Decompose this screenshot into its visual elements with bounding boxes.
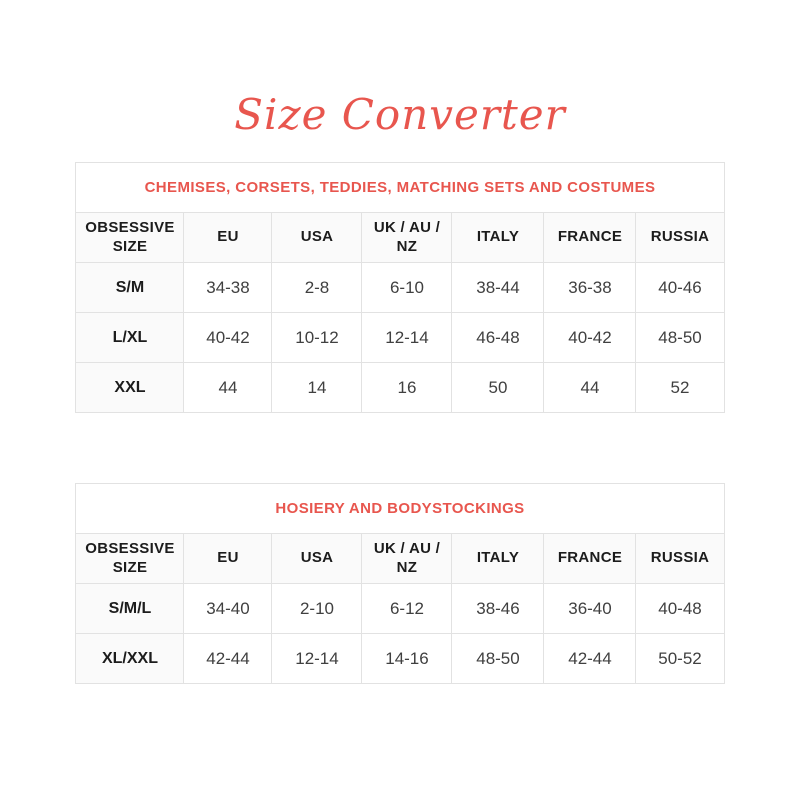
table-row	[76, 634, 724, 684]
table-cell: 50	[452, 363, 544, 413]
row-label: S/M	[76, 263, 184, 313]
table-cell: 52	[636, 363, 724, 413]
table-cell: 36-40	[544, 584, 636, 634]
row-label: L/XL	[76, 313, 184, 363]
table-cell: 46-48	[452, 313, 544, 363]
column-header-eu: EU	[184, 213, 272, 263]
column-header-russia: RUSSIA	[636, 213, 724, 263]
table-cell: 14-16	[362, 634, 452, 684]
table-caption-row	[76, 163, 724, 213]
table-caption-chemises: CHEMISES, CORSETS, TEDDIES, MATCHING SETS AND COSTUMES	[76, 163, 724, 213]
table-cell: 6-12	[362, 584, 452, 634]
table-cell: 40-48	[636, 584, 724, 634]
table-cell: 34-40	[184, 584, 272, 634]
size-table-chemises	[75, 162, 724, 413]
table-cell: 40-42	[544, 313, 636, 363]
table-caption-row	[76, 484, 724, 534]
table-row	[76, 584, 724, 634]
table-cell: 12-14	[272, 634, 362, 684]
table-cell: 44	[544, 363, 636, 413]
column-header-obsessive-size: OBSESSIVE SIZE	[76, 213, 184, 263]
table-row	[76, 313, 724, 363]
column-header-italy: ITALY	[452, 534, 544, 584]
table-cell: 16	[362, 363, 452, 413]
table-row	[76, 363, 724, 413]
table-cell: 34-38	[184, 263, 272, 313]
table-row	[76, 263, 724, 313]
table-cell: 48-50	[452, 634, 544, 684]
table-cell: 38-46	[452, 584, 544, 634]
column-header-france: FRANCE	[544, 534, 636, 584]
column-header-uk-au-nz: UK / AU / NZ	[362, 213, 452, 263]
table-cell: 42-44	[184, 634, 272, 684]
table-cell: 38-44	[452, 263, 544, 313]
table-header-row	[76, 213, 724, 263]
table-cell: 42-44	[544, 634, 636, 684]
table-cell: 2-10	[272, 584, 362, 634]
table-header-row	[76, 534, 724, 584]
table-cell: 40-46	[636, 263, 724, 313]
table-cell: 10-12	[272, 313, 362, 363]
table-cell: 50-52	[636, 634, 724, 684]
table-caption-hosiery: HOSIERY AND BODYSTOCKINGS	[76, 484, 724, 534]
table-cell: 2-8	[272, 263, 362, 313]
table-cell: 48-50	[636, 313, 724, 363]
table-cell: 36-38	[544, 263, 636, 313]
column-header-italy: ITALY	[452, 213, 544, 263]
column-header-france: FRANCE	[544, 213, 636, 263]
table-cell: 40-42	[184, 313, 272, 363]
column-header-uk-au-nz: UK / AU / NZ	[362, 534, 452, 584]
column-header-usa: USA	[272, 534, 362, 584]
column-header-usa: USA	[272, 213, 362, 263]
column-header-eu: EU	[184, 534, 272, 584]
table-cell: 44	[184, 363, 272, 413]
row-label: XL/XXL	[76, 634, 184, 684]
table-cell: 14	[272, 363, 362, 413]
row-label: S/M/L	[76, 584, 184, 634]
page-title: Size Converter	[234, 90, 566, 139]
column-header-russia: RUSSIA	[636, 534, 724, 584]
table-cell: 6-10	[362, 263, 452, 313]
row-label: XXL	[76, 363, 184, 413]
size-table-hosiery	[75, 483, 724, 684]
column-header-obsessive-size: OBSESSIVE SIZE	[76, 534, 184, 584]
table-cell: 12-14	[362, 313, 452, 363]
